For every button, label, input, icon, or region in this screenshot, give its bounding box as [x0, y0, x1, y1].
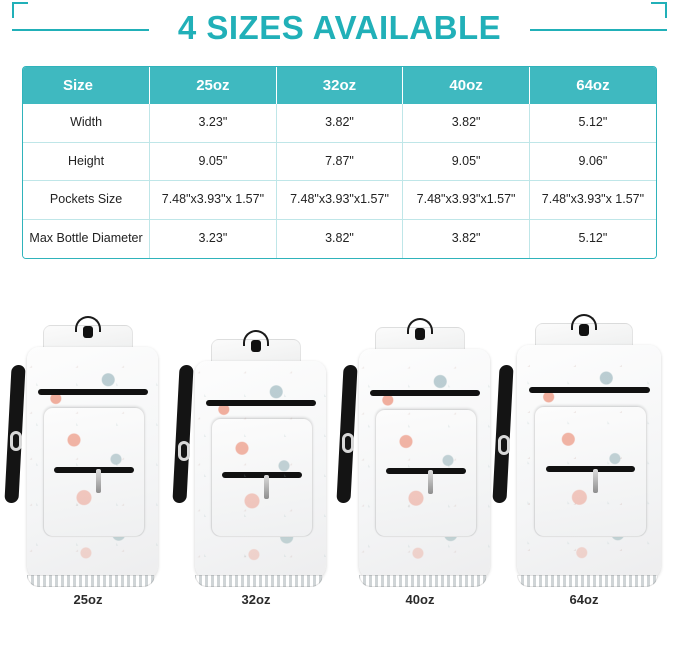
bottle-sleeve-image: [8, 311, 168, 611]
cell-diameter-32oz: 3.82": [276, 219, 403, 257]
zipper-top: [38, 389, 148, 395]
product-label-25oz: 25oz: [73, 591, 103, 607]
row-label-height: Height: [23, 142, 150, 181]
page-title: 4 SIZES AVAILABLE: [164, 9, 515, 47]
front-pocket: [211, 418, 313, 537]
cell-diameter-25oz: 3.23": [150, 219, 277, 257]
cell-pockets-32oz: 7.48"x3.93"x1.57": [276, 181, 403, 220]
header-rule-right: [530, 29, 667, 31]
front-pocket: [534, 406, 647, 537]
table-row: [23, 142, 656, 181]
corner-bracket-top-right-icon: [651, 2, 667, 18]
cell-diameter-64oz: 5.12": [529, 219, 656, 257]
product-64oz: [496, 311, 672, 611]
sleeve-base: [195, 575, 323, 587]
bottle-sleeve-image: [496, 311, 672, 611]
drawstring-toggle: [251, 340, 261, 352]
zipper-pocket: [386, 468, 466, 474]
cell-height-40oz: 9.05": [403, 142, 530, 181]
table-row: [23, 219, 656, 257]
product-25oz: [8, 311, 168, 611]
table-header-64oz: 64oz: [529, 67, 656, 104]
product-gallery: [0, 281, 679, 611]
sleeve-body: [517, 345, 661, 581]
zipper-top: [529, 387, 650, 393]
cell-width-25oz: 3.23": [150, 104, 277, 142]
cell-height-32oz: 7.87": [276, 142, 403, 181]
cell-width-64oz: 5.12": [529, 104, 656, 142]
product-label-64oz: 64oz: [569, 591, 599, 607]
strap-hook-icon: [498, 435, 510, 455]
sleeve-body: [359, 349, 490, 581]
product-40oz: [340, 311, 500, 611]
shoulder-strap: [492, 365, 513, 503]
zipper-pocket: [54, 467, 134, 473]
sleeve-body: [27, 347, 158, 581]
table-header-25oz: 25oz: [150, 67, 277, 104]
table-header-row: [23, 67, 656, 104]
cell-pockets-25oz: 7.48"x3.93"x 1.57": [150, 181, 277, 220]
product-label-40oz: 40oz: [405, 591, 435, 607]
bottle-sleeve-image: [176, 311, 336, 611]
strap-hook-icon: [10, 431, 22, 451]
strap-hook-icon: [342, 433, 354, 453]
cell-width-32oz: 3.82": [276, 104, 403, 142]
zipper-pocket: [546, 466, 635, 472]
zipper-pull: [96, 469, 101, 493]
size-spec-table: [22, 66, 657, 259]
row-label-pockets-size: Pockets Size: [23, 181, 150, 220]
header-rule-left: [12, 29, 149, 31]
zipper-pull: [593, 469, 598, 493]
sleeve-base: [517, 575, 658, 587]
page-header: [0, 0, 679, 56]
strap-hook-icon: [178, 441, 190, 461]
sleeve-base: [359, 575, 487, 587]
corner-bracket-top-left-icon: [12, 2, 28, 18]
cell-diameter-40oz: 3.82": [403, 219, 530, 257]
sleeve-body: [195, 361, 326, 581]
zipper-pocket: [222, 472, 302, 478]
product-32oz: [176, 311, 336, 611]
drawstring-toggle: [415, 328, 425, 340]
table-header-32oz: 32oz: [276, 67, 403, 104]
table-header-size: Size: [23, 67, 150, 104]
table-row: [23, 181, 656, 220]
drawstring-toggle: [579, 324, 589, 336]
drawstring-toggle: [83, 326, 93, 338]
cell-pockets-64oz: 7.48"x3.93"x 1.57": [529, 181, 656, 220]
front-pocket: [375, 409, 477, 537]
sleeve-base: [27, 575, 155, 587]
cell-height-64oz: 9.06": [529, 142, 656, 181]
shoulder-strap: [172, 365, 193, 503]
zipper-pull: [264, 475, 269, 499]
cell-width-40oz: 3.82": [403, 104, 530, 142]
row-label-width: Width: [23, 104, 150, 142]
zipper-top: [370, 390, 480, 396]
zipper-top: [206, 400, 316, 406]
zipper-pull: [428, 470, 433, 494]
table-header-40oz: 40oz: [403, 67, 530, 104]
cell-pockets-40oz: 7.48"x3.93"x1.57": [403, 181, 530, 220]
cell-height-25oz: 9.05": [150, 142, 277, 181]
front-pocket: [43, 407, 145, 536]
product-label-32oz: 32oz: [241, 591, 271, 607]
table-row: [23, 104, 656, 142]
row-label-max-bottle-diameter: Max Bottle Diameter: [23, 219, 150, 257]
bottle-sleeve-image: [340, 311, 500, 611]
